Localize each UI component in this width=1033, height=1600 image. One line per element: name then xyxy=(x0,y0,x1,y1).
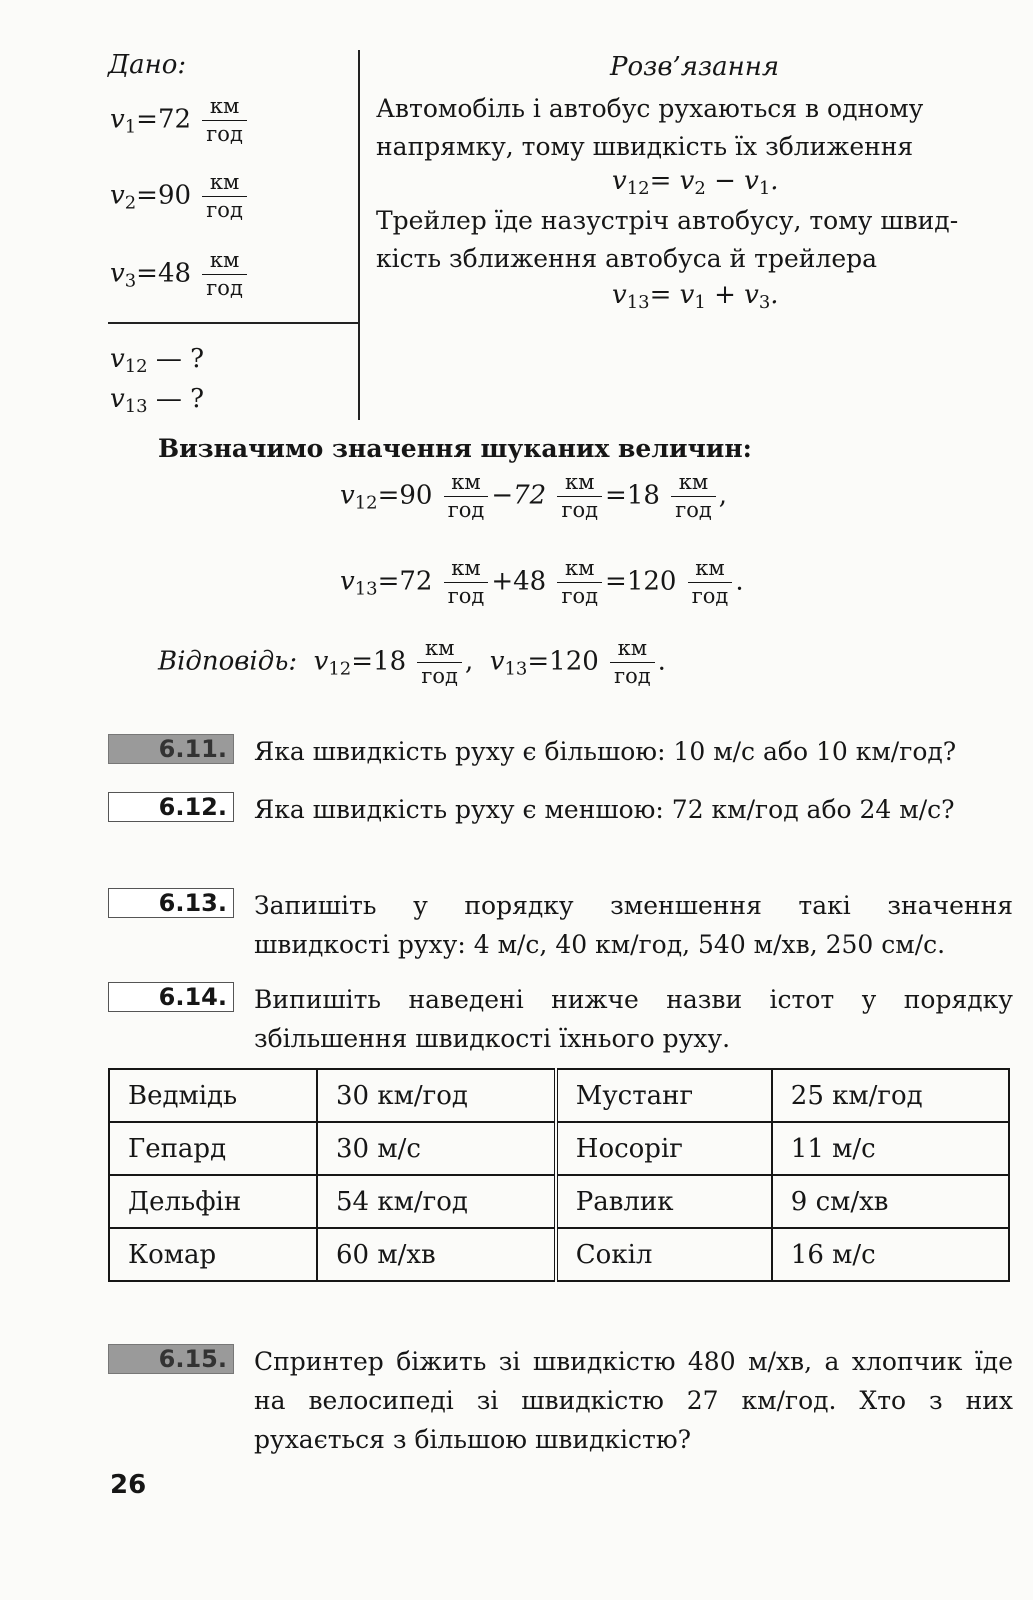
table-cell: Гепард xyxy=(109,1122,317,1175)
table-row xyxy=(109,1228,1009,1281)
given-v3: $v_3=48$ $\frac{км}{\text{год}}$ xyxy=(110,250,250,299)
problem-text: Яка швидкість руху є більшою: 10 м/с або 10 км/год? xyxy=(254,737,957,766)
table-cell: 30 км/год xyxy=(317,1069,556,1122)
problem-text: Яка швидкість руху є меншою: 72 км/год або 24 м/с? xyxy=(254,795,955,824)
table-cell: Дельфін xyxy=(109,1175,317,1228)
problem-number: 6.12. xyxy=(108,792,234,822)
problem-number: 6.13. xyxy=(108,888,234,918)
table-cell: 30 м/с xyxy=(317,1122,556,1175)
problem-6-12 xyxy=(108,790,1013,829)
table-row xyxy=(109,1122,1009,1175)
table-cell: Равлик xyxy=(556,1175,772,1228)
problem-text: Спринтер біжить зі швидкістю 480 м/хв, а хлопчик їде на велосипеді зі швидкістю 27 км/год. Хто з них рухається з більшою швидкістю? xyxy=(254,1347,1013,1454)
table-cell: 25 км/год xyxy=(772,1069,1009,1122)
solution-para2: Трейлер їде назустріч автобусу, тому швид- кість зближення автобуса й трейлера xyxy=(376,206,959,273)
given-divider xyxy=(108,322,358,324)
solution-eq2: $v_{13}= v_1 + v_3$. xyxy=(612,280,779,313)
table-cell: Мустанг xyxy=(556,1069,772,1122)
problem-6-15 xyxy=(108,1342,1013,1459)
table-cell: Сокіл xyxy=(556,1228,772,1281)
given-v1: $v_1=72$ $\frac{км}{\text{год}}$ xyxy=(110,96,250,145)
problem-6-11 xyxy=(108,732,1013,771)
table-cell: Комар xyxy=(109,1228,317,1281)
calc-v12: $v_{12}=90$ $\frac{км}{\text{год}}$ −72 $\frac{км}{\text{год}}$ =18 $\frac{км}{\text{год}}$ , xyxy=(340,470,728,522)
find-v12: $v_{12}$ — ? xyxy=(110,344,205,377)
problem-number: 6.11. xyxy=(108,734,234,764)
find-v13: $v_{13}$ — ? xyxy=(110,384,205,417)
table-cell: 60 м/хв xyxy=(317,1228,556,1281)
table-cell: 9 см/хв xyxy=(772,1175,1009,1228)
table-cell: Ведмідь xyxy=(109,1069,317,1122)
problem-text: Випишіть наведені нижче назви істот у порядку збільшення швидкості їхнього руху. xyxy=(254,985,1013,1053)
given-v2: $v_2=90$ $\frac{км}{\text{год}}$ xyxy=(110,172,250,221)
problem-6-13 xyxy=(108,886,1013,964)
solution-para1: Автомобіль і автобус рухаються в одному напрямку, тому швидкість їх зближення xyxy=(376,94,924,161)
problem-6-14 xyxy=(108,980,1013,1058)
answer: Відповідь: $v_{12}=18$ $\frac{км}{\text{год}}$ , $v_{13}=120$ $\frac{км}{\text{год}}$ . xyxy=(158,636,666,688)
table-row xyxy=(109,1175,1009,1228)
table-cell: 11 м/с xyxy=(772,1122,1009,1175)
table-cell: 54 км/год xyxy=(317,1175,556,1228)
table-row xyxy=(109,1069,1009,1122)
given-vertical-divider xyxy=(358,50,360,420)
page-number: 26 xyxy=(110,1470,147,1500)
table-cell: Носоріг xyxy=(556,1122,772,1175)
solution-eq1: $v_{12}= v_2 - v_1$. xyxy=(612,166,779,199)
calc-v13: $v_{13}=72$ $\frac{км}{\text{год}}$ +48 $\frac{км}{\text{год}}$ =120 $\frac{км}{\text{год}}$ . xyxy=(340,556,744,608)
speed-table xyxy=(108,1068,1010,1282)
problem-number: 6.14. xyxy=(108,982,234,1012)
compute-intro: Визначимо значення шуканих величин: xyxy=(158,434,752,463)
problem-text: Запишіть у порядку зменшення такі значення швидкості руху: 4 м/с, 40 км/год, 540 м/хв, 250 см/с. xyxy=(254,891,1013,959)
given-title: Дано: xyxy=(108,50,187,80)
solution-title: Розв’язання xyxy=(610,52,780,82)
table-cell: 16 м/с xyxy=(772,1228,1009,1281)
problem-number: 6.15. xyxy=(108,1344,234,1374)
